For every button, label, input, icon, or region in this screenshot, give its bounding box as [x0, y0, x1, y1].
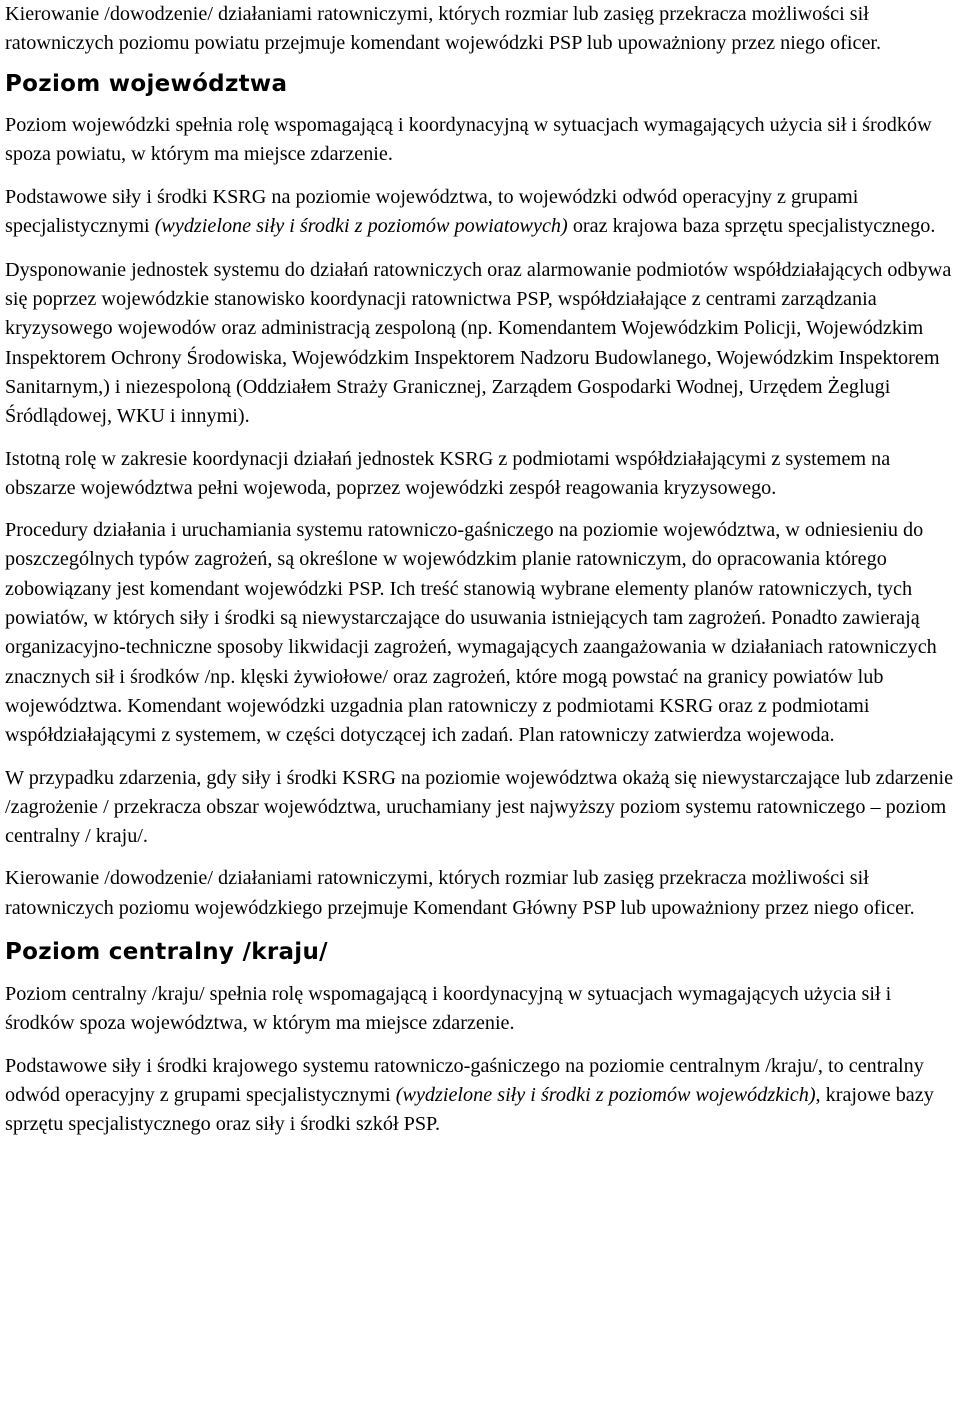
text-segment: oraz krajowa baza sprzętu specjalistycznego.: [567, 215, 936, 238]
paragraph-central-forces: [5, 1052, 960, 1140]
paragraph-escalation: W przypadku zdarzenia, gdy siły i środki KSRG na poziomie województwa okażą się niewystarczające lub zdarzenie /zagrożenie / przekracza obszar województwa, uruchamiany jest najwyższy poziom systemu ratowniczego – poziom centralny / kraju/.: [5, 766, 954, 848]
text-segment: Podstawowe siły i środki KSRG na poziomie województwa, to wojewódzki odwód operacyjny z grupami specjalistycznymi: [5, 186, 859, 238]
italic-segment: (wydzielone siły i środki z poziomów powiatowych): [154, 215, 568, 238]
heading-poziom-centralny: Poziom centralny /kraju/: [5, 939, 328, 966]
paragraph-command-powiat: Kierowanie /dowodzenie/ działaniami ratowniczymi, których rozmiar lub zasięg przekracza możliwości sił ratowniczych poziomu powiatu przejmuje komendant wojewódzki PSP lub upoważniony przez niego oficer.: [5, 3, 882, 55]
paragraph-dispatching: Dysponowanie jednostek systemu do działań ratowniczych oraz alarmowanie podmiotów współdziałających odbywa się poprzez wojewódzkie stanowisko koordynacji ratownictwa PSP, współdziałające z centrami zarządzania kryzysowego wojewodów oraz administracją zespoloną (np. Komendantem Wojewódzkim Policji, Wojewódzkim Inspektorem Ochrony Środowiska, Wojewódzkim Inspektorem Nadzoru Budowlanego, Wojewódzkim Inspektorem Sanitarnym,) i niezespoloną (Oddziałem Straży Granicznej, Zarządem Gospodarki Wodnej, Urzędem Żeglugi Śródlądowej, WKU i innymi).: [5, 258, 952, 428]
text-segment: , krajowe bazy sprzętu specjalistycznego oraz siły i środki szkół PSP.: [5, 1083, 934, 1136]
paragraph-command-wojewodztwo: Kierowanie /dowodzenie/ działaniami ratowniczymi, których rozmiar lub zasięg przekracza możliwości sił ratowniczych poziomu wojewódzkiego przejmuje Komendant Główny PSP lub upoważniony przez niego oficer.: [5, 867, 915, 919]
text-segment: Podstawowe siły i środki krajowego systemu ratowniczo-gaśniczego na poziomie centralnym /kraju/, to centralny odwód operacyjny z grupami specjalistycznymi: [5, 1054, 924, 1106]
paragraph-voivodeship-forces: [5, 183, 960, 242]
italic-segment: (wydzielone siły i środki z poziomów wojewódzkich): [395, 1083, 816, 1106]
paragraph-central-role: Poziom centralny /kraju/ spełnia rolę wspomagającą i koordynacyjną w sytuacjach wymagających użycia sił i środków spoza województwa, w którym ma miejsce zdarzenie.: [5, 983, 892, 1035]
heading-poziom-wojewodztwa: Poziom województwa: [5, 70, 288, 97]
paragraph-voivodeship-role: Poziom wojewódzki spełnia rolę wspomagającą i koordynacyjną w sytuacjach wymagających użycia sił i środków spoza powiatu, w którym ma miejsce zdarzenie.: [5, 113, 932, 165]
paragraph-coordination: Istotną rolę w zakresie koordynacji działań jednostek KSRG z podmiotami współdziałającymi z systemem na obszarze województwa pełni wojewoda, poprzez wojewódzki zespół reagowania kryzysowego.: [5, 447, 891, 499]
paragraph-procedures: Procedury działania i uruchamiania systemu ratowniczo-gaśniczego na poziomie województwa, w odniesieniu do poszczególnych typów zagrożeń, są określone w wojewódzkim planie ratowniczym, do opracowania którego zobowiązany jest komendant wojewódzki PSP. Ich treść stanowią wybrane elementy planów ratowniczych, tych powiatów, w których siły i środki są niewystarczające do usuwania istniejących tam zagrożeń. Ponadto zawierają organizacyjno-techniczne sposoby likwidacji zagrożeń, wymagających zaangażowania w działaniach ratowniczych znacznych sił i środków /np. klęski żywiołowe/ oraz zagrożeń, które mogą powstać na granicy powiatów lub województwa. Komendant wojewódzki uzgadnia plan ratowniczy z podmiotami KSRG oraz z podmiotami współdziałającymi z systemem, w części dotyczącej ich zadań. Plan ratowniczy zatwierdza wojewoda.: [5, 519, 937, 747]
